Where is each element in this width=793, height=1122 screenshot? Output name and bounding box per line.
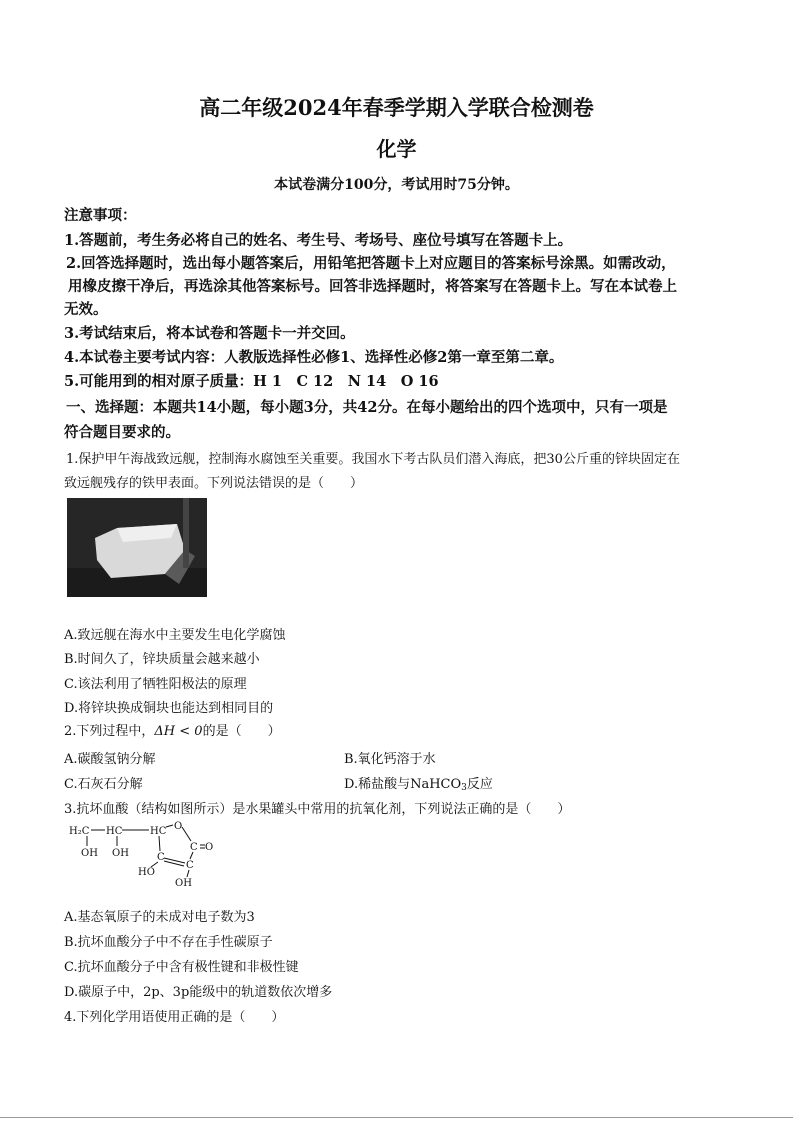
note-3: 3.考试结束后，将本试卷和答题卡一并交回。 bbox=[64, 325, 355, 342]
bond-c3-o bbox=[166, 825, 173, 827]
ascorbic-acid-structure bbox=[66, 820, 236, 892]
struct-ho: HO bbox=[138, 867, 155, 878]
section-1-heading-line-2: 符合题目要求的。 bbox=[64, 424, 180, 441]
q2-option-d-subscript: 3 bbox=[461, 783, 467, 793]
struct-ring-oxygen: O bbox=[174, 821, 183, 832]
q1-option-b: B.时间久了，锌块质量会越来越小 bbox=[64, 652, 260, 667]
struct-oh-3: OH bbox=[175, 878, 192, 889]
q2-stem-suffix: 的是（ ） bbox=[202, 724, 281, 739]
struct-carbon-right: C bbox=[186, 860, 194, 871]
bond-c5-oh bbox=[187, 870, 189, 877]
q2-option-d-suffix: 反应 bbox=[466, 777, 493, 792]
q3-option-d: D.碳原子中，2p、3p能级中的轨道数依次增多 bbox=[64, 985, 333, 1000]
zinc-block-image bbox=[67, 498, 207, 597]
q1-stem-line-1: 1.保护甲午海战致远舰，控制海水腐蚀至关重要。我国水下考古队员们潜入海底，把30公斤重的锌块固定在 bbox=[66, 452, 680, 467]
note-2-line-3: 无效。 bbox=[64, 301, 108, 318]
q1-option-d: D.将锌块换成铜块也能达到相同目的 bbox=[64, 701, 274, 716]
section-1-heading-line-1: 一、选择题：本题共14小题，每小题3分，共42分。在每小题给出的四个选项中，只有一项是 bbox=[66, 399, 668, 416]
struct-hc-2: HC bbox=[150, 826, 167, 837]
exam-title: 高二年级2024年春季学期入学联合检测卷 bbox=[199, 95, 594, 120]
struct-oh-1: OH bbox=[81, 848, 98, 859]
struct-carbonyl-oxygen: O bbox=[205, 842, 214, 853]
note-1: 1.答题前，考生务必将自己的姓名、考生号、考场号、座位号填写在答题卡上。 bbox=[64, 232, 573, 249]
struct-hc-1: HC bbox=[106, 826, 123, 837]
struct-h2c: H₂C bbox=[69, 826, 90, 837]
q2-stem-expression: ΔH < 0 bbox=[154, 724, 203, 739]
q3-option-b: B.抗坏血酸分子中不存在手性碳原子 bbox=[64, 935, 273, 950]
struct-carbonyl-carbon: C bbox=[190, 842, 198, 853]
struct-carbon-left: C bbox=[157, 852, 165, 863]
q2-stem-prefix: 2.下列过程中， bbox=[64, 724, 155, 739]
zinc-block-photo bbox=[67, 498, 207, 597]
bond-o-c bbox=[182, 827, 191, 841]
note-2-line-2: 用橡皮擦干净后，再选涂其他答案标号。回答非选择题时，将答案写在答题卡上。写在本试卷上 bbox=[68, 278, 677, 295]
note-2-line-1: 2.回答选择题时，选出每小题答案后，用铅笔把答题卡上对应题目的答案标号涂黑。如需改动， bbox=[66, 255, 676, 272]
bond-c5-c6 bbox=[190, 852, 193, 859]
q2-stem bbox=[64, 720, 281, 739]
note-5: 5.可能用到的相对原子质量：H 1 C 12 N 14 O 16 bbox=[64, 373, 439, 390]
q2-option-c: C.石灰石分解 bbox=[64, 777, 143, 792]
notes-heading: 注意事项： bbox=[64, 207, 137, 224]
page-bottom-rule bbox=[0, 1117, 793, 1118]
struct-oh-2: OH bbox=[112, 848, 129, 859]
q3-stem: 3.抗坏血酸（结构如图所示）是水果罐头中常用的抗氧化剂，下列说法正确的是（ ） bbox=[64, 802, 571, 817]
bond-c3-c4 bbox=[159, 836, 160, 851]
q1-option-c: C.该法利用了牺牲阳极法的原理 bbox=[64, 677, 247, 692]
q1-stem-line-2: 致远舰残存的铁甲表面。下列说法错误的是（ ） bbox=[64, 476, 364, 491]
q2-option-d bbox=[344, 773, 493, 793]
q2-option-b: B.氧化钙溶于水 bbox=[344, 752, 436, 767]
q1-option-a: A.致远舰在海水中主要发生电化学腐蚀 bbox=[64, 628, 286, 643]
exam-meta: 本试卷满分100分，考试用时75分钟。 bbox=[274, 177, 519, 193]
q3-option-a: A.基态氧原子的未成对电子数为3 bbox=[64, 910, 255, 925]
q2-option-d-prefix: D.稀盐酸与NaHCO bbox=[344, 777, 462, 792]
q2-option-a: A.碳酸氢钠分解 bbox=[64, 752, 156, 767]
q3-option-c: C.抗坏血酸分子中含有极性键和非极性键 bbox=[64, 960, 299, 975]
note-4: 4.本试卷主要考试内容：人教版选择性必修1、选择性必修2第一章至第二章。 bbox=[64, 349, 564, 366]
subject-title: 化学 bbox=[376, 137, 417, 161]
q4-stem: 4.下列化学用语使用正确的是（ ） bbox=[64, 1010, 285, 1025]
